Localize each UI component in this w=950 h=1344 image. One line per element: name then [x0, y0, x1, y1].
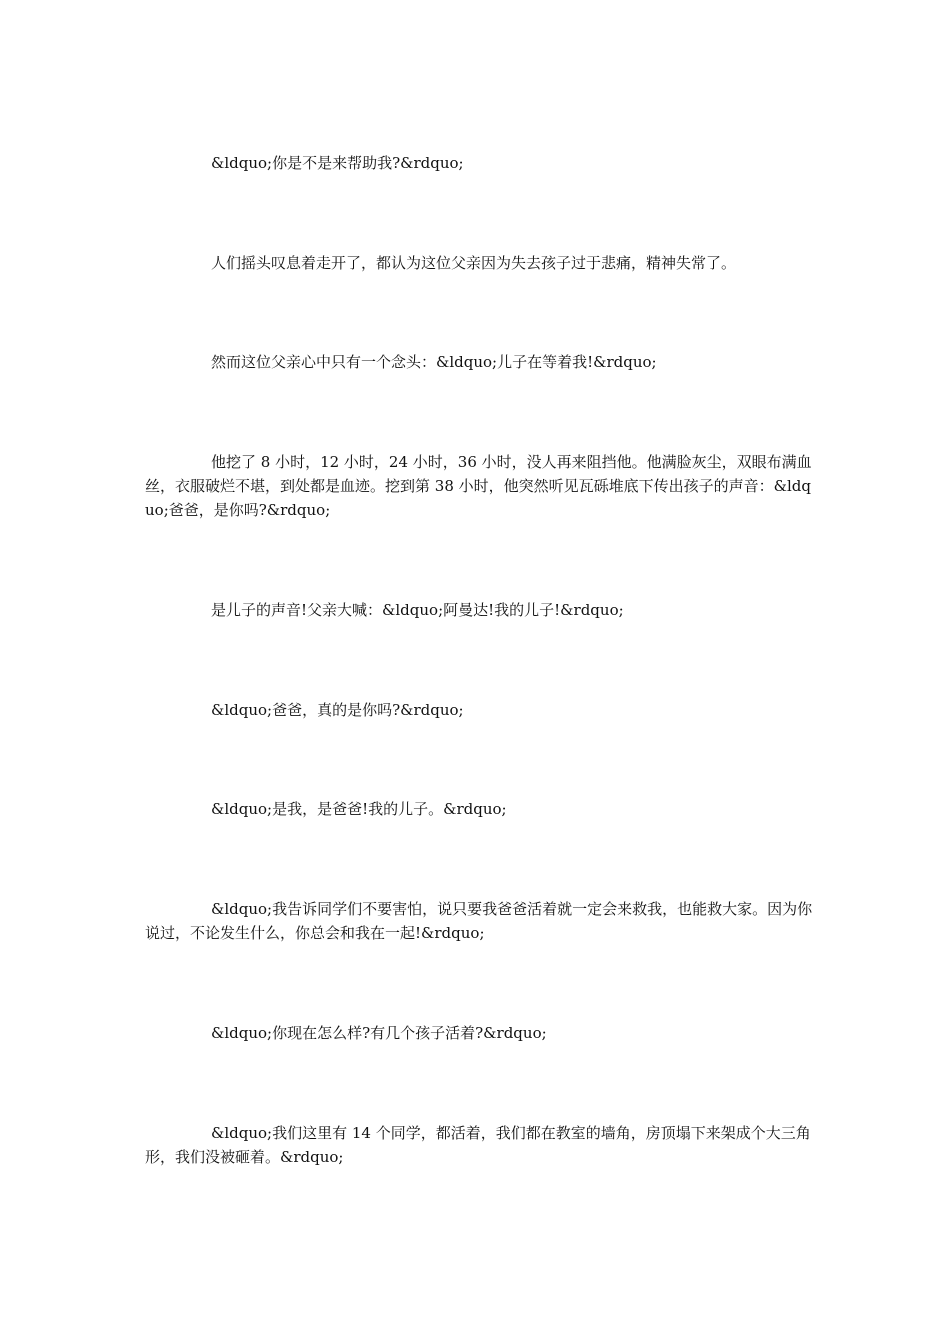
paragraph-6: &ldquo;爸爸，真的是你吗?&rdquo;: [211, 701, 464, 719]
paragraph-4: 他挖了 8 小时，12 小时，24 小时，36 小时，没人再来阻挡他。他满脸灰尘，双眼布满血丝，衣服破烂不堪，到处都是血迹。挖到第 38 小时，他突然听见瓦砾堆底下传出孩子的声音：&ldquo;爸爸，是你吗?&rdquo;: [145, 453, 812, 519]
paragraph-10: &ldquo;我们这里有 14 个同学，都活着，我们都在教室的墙角，房顶塌下来架成个大三角形，我们没被砸着。&rdquo;: [145, 1124, 811, 1166]
paragraph-2: 人们摇头叹息着走开了，都认为这位父亲因为失去孩子过于悲痛，精神失常了。: [211, 254, 737, 272]
paragraph-3: 然而这位父亲心中只有一个念头：&ldquo;儿子在等着我!&rdquo;: [211, 353, 657, 371]
paragraph-7: &ldquo;是我，是爸爸!我的儿子。&rdquo;: [211, 800, 507, 818]
paragraph-8: &ldquo;我告诉同学们不要害怕，说只要我爸爸活着就一定会来救我，也能救大家。因为你说过，不论发生什么，你总会和我在一起!&rdquo;: [145, 900, 813, 942]
paragraph-5: 是儿子的声音!父亲大喊：&ldquo;阿曼达!我的儿子!&rdquo;: [211, 601, 624, 619]
paragraph-1: &ldquo;你是不是来帮助我?&rdquo;: [211, 154, 464, 172]
paragraph-9: &ldquo;你现在怎么样?有几个孩子活着?&rdquo;: [211, 1024, 547, 1042]
